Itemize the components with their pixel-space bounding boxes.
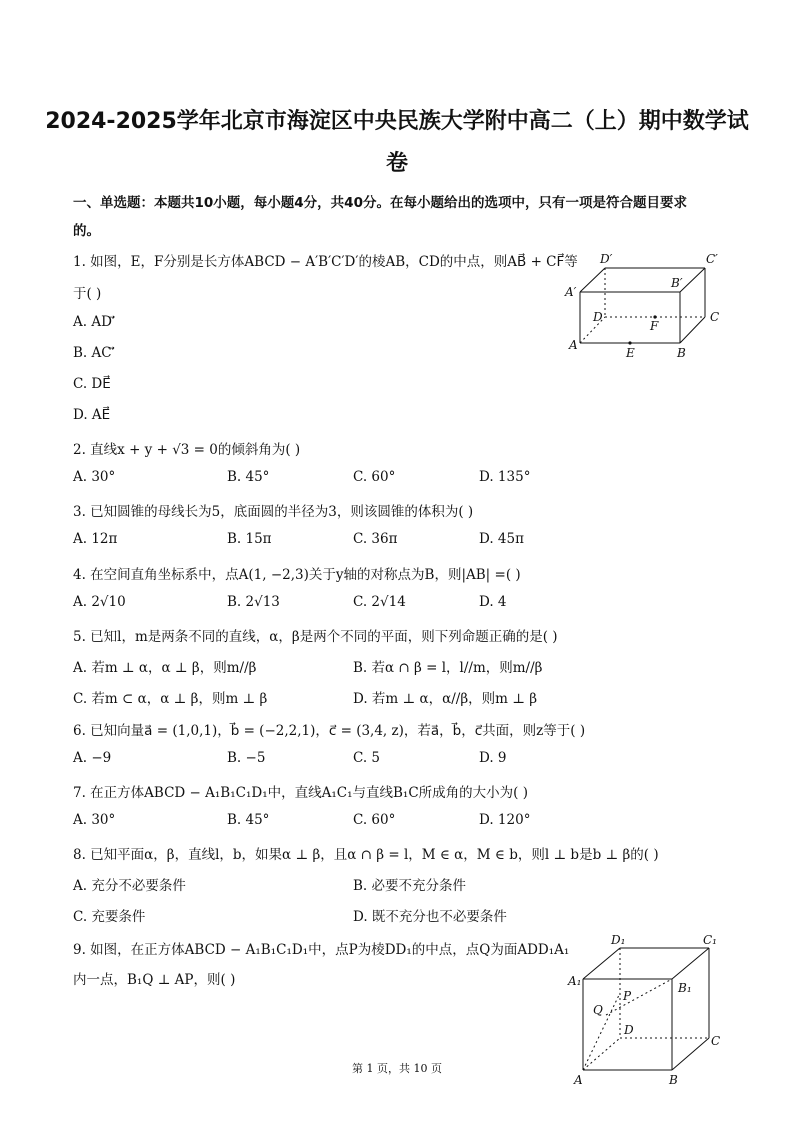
- q9-stem-line1: 9. 如图，在正方体ABCD − A₁B₁C₁D₁中，点P为棱DD₁的中点，点Q为面ADD₁A₁: [73, 942, 570, 958]
- label-bp: B′: [671, 276, 683, 290]
- exam-title-line2: 卷: [385, 151, 408, 176]
- q7-option-b: B. 45°: [227, 812, 270, 828]
- label-b: B: [677, 346, 686, 360]
- q6-option-c: C. 5: [353, 750, 381, 766]
- q1-option-c: C. DE⃗: [73, 376, 111, 392]
- q2-stem: 2. 直线x + y + √3 = 0的倾斜角为( ): [73, 442, 301, 458]
- q1-option-b: B. AC′⃗: [73, 345, 115, 361]
- q6-option-d: D. 9: [479, 750, 507, 766]
- q8-stem: 8. 已知平面α，β，直线l，b，如果α ⊥ β，且α ∩ β = l，M ∈ α，M ∈ b，则l ⊥ b是b ⊥ β的( ): [73, 847, 659, 863]
- label-b: B: [669, 1073, 678, 1087]
- label-d: D: [624, 1023, 634, 1037]
- label-b1: B₁: [678, 981, 692, 995]
- q5-option-a: A. 若m ⊥ α，α ⊥ β，则m//β: [73, 660, 257, 676]
- label-a: A: [574, 1073, 583, 1087]
- q2-option-d: D. 135°: [479, 469, 531, 485]
- label-c: C: [711, 1034, 721, 1048]
- q3-option-d: D. 45π: [479, 531, 524, 547]
- label-f: F: [650, 319, 659, 333]
- label-a: A: [569, 338, 578, 352]
- label-e: E: [626, 346, 635, 360]
- q8-option-d: D. 既不充分也不必要条件: [353, 909, 507, 925]
- label-d: D: [593, 310, 603, 324]
- label-ap: A′: [565, 285, 577, 299]
- q3-option-b: B. 15π: [227, 531, 272, 547]
- q4-option-c: C. 2√14: [353, 594, 406, 610]
- q3-option-c: C. 36π: [353, 531, 398, 547]
- q3-option-a: A. 12π: [73, 531, 118, 547]
- q5-option-b: B. 若α ∩ β = l，l//m，则m//β: [353, 660, 543, 676]
- q6-stem: 6. 已知向量a⃗ = (1,0,1)，b⃗ = (−2,2,1)，c⃗ = (3,4, z)，若a⃗，b⃗，c⃗共面，则z等于( ): [73, 723, 586, 739]
- q6-option-a: A. −9: [73, 750, 112, 766]
- section-heading-line1: 一、单选题：本题共10小题，每小题4分，共40分。在每小题给出的选项中，只有一项是符合题目要求: [73, 195, 687, 211]
- label-c1: C₁: [703, 933, 717, 947]
- label-q: Q: [593, 1003, 603, 1017]
- q4-option-d: D. 4: [479, 594, 507, 610]
- q4-option-b: B. 2√13: [227, 594, 280, 610]
- label-a1: A₁: [568, 974, 582, 988]
- label-d1: D₁: [611, 933, 626, 947]
- point-e: [628, 341, 631, 344]
- q3-stem: 3. 已知圆锥的母线长为5，底面圆的半径为3，则该圆锥的体积为( ): [73, 504, 474, 520]
- q9-stem-line2: 内一点，B₁Q ⊥ AP，则( ): [73, 972, 236, 988]
- q6-option-b: B. −5: [227, 750, 266, 766]
- q4-option-a: A. 2√10: [73, 594, 126, 610]
- label-cp: C′: [706, 252, 718, 266]
- q4-stem: 4. 在空间直角坐标系中，点A(1, −2,3)关于y轴的对称点为B，则|AB| =( ): [73, 567, 521, 583]
- page-footer: 第 1 页，共 10 页: [352, 1062, 442, 1075]
- q7-option-c: C. 60°: [353, 812, 396, 828]
- q5-option-d: D. 若m ⊥ α，α//β，则m ⊥ β: [353, 691, 538, 707]
- q8-option-a: A. 充分不必要条件: [73, 878, 186, 894]
- q8-option-b: B. 必要不充分条件: [353, 878, 467, 894]
- q5-stem: 5. 已知l，m是两条不同的直线，α，β是两个不同的平面，则下列命题正确的是( ): [73, 629, 558, 645]
- section-heading-line2: 的。: [73, 223, 100, 239]
- q7-option-a: A. 30°: [73, 812, 116, 828]
- q2-option-b: B. 45°: [227, 469, 270, 485]
- exam-title-line1: 2024-2025学年北京市海淀区中央民族大学附中高二（上）期中数学试: [45, 109, 749, 134]
- q2-option-c: C. 60°: [353, 469, 396, 485]
- q1-cuboid-figure: [560, 245, 740, 365]
- q1-option-d: D. AE⃗: [73, 407, 111, 423]
- q2-option-a: A. 30°: [73, 469, 116, 485]
- q1-stem-line2: 于( ): [73, 286, 102, 302]
- q1-option-a: A. AD′⃗: [73, 314, 115, 330]
- label-c: C: [710, 310, 720, 324]
- q1-stem-line1: 1. 如图，E，F分别是长方体ABCD − A′B′C′D′的棱AB，CD的中点，则AB⃗ + CF⃗等: [73, 254, 578, 270]
- label-dp: D′: [600, 252, 613, 266]
- q7-option-d: D. 120°: [479, 812, 531, 828]
- q8-option-c: C. 充要条件: [73, 909, 146, 925]
- label-p: P: [623, 989, 632, 1003]
- q5-option-c: C. 若m ⊂ α，α ⊥ β，则m ⊥ β: [73, 691, 268, 707]
- q7-stem: 7. 在正方体ABCD − A₁B₁C₁D₁中，直线A₁C₁与直线B₁C所成角的大小为( ): [73, 785, 528, 801]
